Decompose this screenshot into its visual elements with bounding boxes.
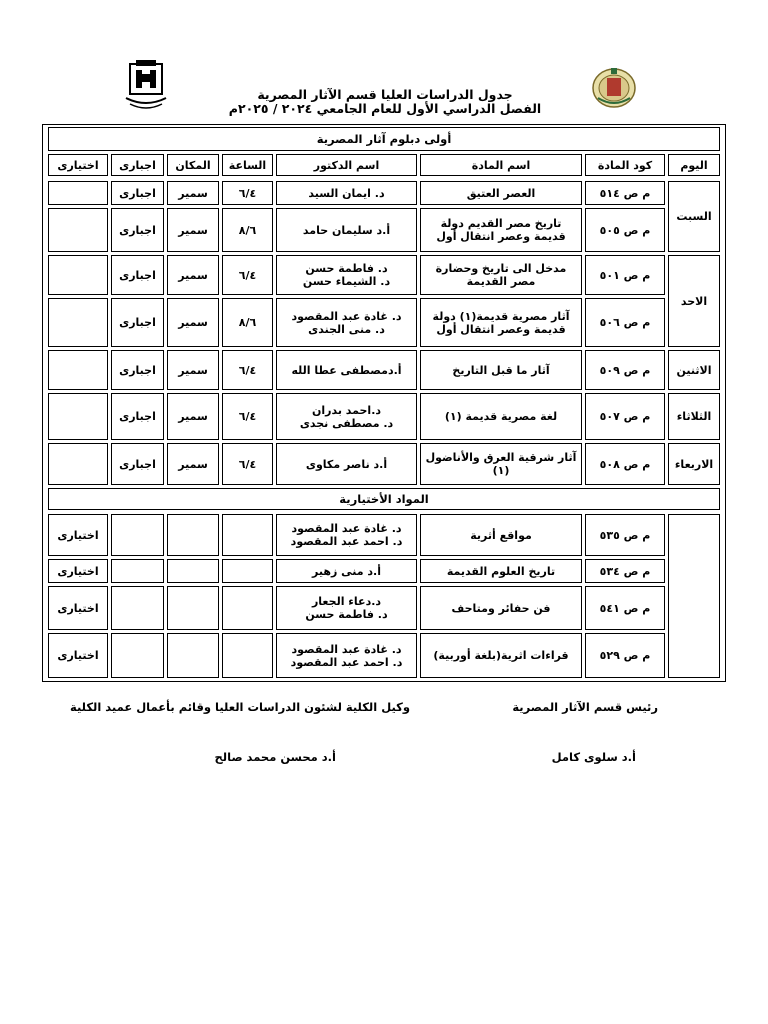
course-place: سمير: [167, 255, 219, 295]
course-place: [167, 559, 219, 583]
course-optional: اختيارى: [48, 633, 108, 678]
course-time: [222, 514, 273, 556]
university-logo: [122, 58, 170, 114]
course-subject: تاريخ العلوم القديمة: [420, 559, 582, 583]
day-saturday: السبت: [668, 181, 720, 252]
course-code: م ص ٥٣٥: [585, 514, 665, 556]
col-header-time: الساعة: [222, 154, 273, 176]
day-wednesday: الاربعاء: [668, 443, 720, 485]
course-time: [222, 559, 273, 583]
day-empty: [668, 514, 720, 678]
course-mandatory: اجبارى: [111, 255, 164, 295]
course-optional: [48, 255, 108, 295]
course-place: سمير: [167, 393, 219, 440]
section-title-electives: المواد الأختيارية: [48, 488, 720, 510]
course-optional: [48, 208, 108, 252]
course-optional: [48, 393, 108, 440]
course-mandatory: [111, 633, 164, 678]
schedule-header: [200, 88, 570, 116]
course-subject: لغة مصرية قديمة (١): [420, 393, 582, 440]
course-code: م ص ٥٠٥: [585, 208, 665, 252]
course-place: [167, 514, 219, 556]
course-subject: قراءات اثرية(بلغة أوربية): [420, 633, 582, 678]
course-place: سمير: [167, 208, 219, 252]
faculty-seal: [590, 64, 638, 110]
course-mandatory: [111, 514, 164, 556]
course-doctor: د.احمد بدران د. مصطفى نجدى: [276, 393, 417, 440]
course-doctor: د. غادة عبد المقصود د. منى الجندى: [276, 298, 417, 347]
course-code: م ص ٥٠٩: [585, 350, 665, 390]
course-doctor: د. غادة عبد المقصود د. احمد عبد المقصود: [276, 633, 417, 678]
day-sunday: الاحد: [668, 255, 720, 347]
course-place: سمير: [167, 350, 219, 390]
course-time: ٦/٤: [222, 181, 273, 205]
course-optional: اختيارى: [48, 559, 108, 583]
course-code: م ص ٥٠٨: [585, 443, 665, 485]
course-mandatory: [111, 559, 164, 583]
course-mandatory: اجبارى: [111, 298, 164, 347]
vice-dean-name: أ.د محسن محمد صالح: [214, 750, 336, 764]
course-place: [167, 633, 219, 678]
course-subject: آثار ما قبل التاريخ: [420, 350, 582, 390]
course-subject: مدخل الى تاريخ وحضارة مصر القديمة: [420, 255, 582, 295]
course-subject: آثار شرقية العرق والأناضول (١): [420, 443, 582, 485]
course-mandatory: اجبارى: [111, 443, 164, 485]
course-optional: [48, 443, 108, 485]
col-header-mandatory: اجبارى: [111, 154, 164, 176]
course-doctor: أ.دمصطفى عطا الله: [276, 350, 417, 390]
course-doctor: أ.د سليمان حامد: [276, 208, 417, 252]
course-place: سمير: [167, 181, 219, 205]
col-header-subject: اسم المادة: [420, 154, 582, 176]
course-code: م ص ٥٢٩: [585, 633, 665, 678]
header-line1: جدول الدراسات العليا قسم الآثار المصرية: [257, 87, 513, 102]
course-subject: تاريخ مصر القديم دولة قديمة وعصر انتقال أول: [420, 208, 582, 252]
course-time: [222, 633, 273, 678]
course-time: [222, 586, 273, 630]
header-line2: الفصل الدراسي الأول للعام الجامعي ٢٠٢٤ / ٢٠٢٥م: [228, 101, 542, 116]
course-code: م ص ٥٠٧: [585, 393, 665, 440]
vice-dean-title: وكيل الكلية لشئون الدراسات العليا وقائم بأعمال عميد الكلية: [69, 700, 410, 714]
course-place: [167, 586, 219, 630]
course-doctor: د. غادة عبد المقصود د. احمد عبد المقصود: [276, 514, 417, 556]
dept-head-name: أ.د سلوى كامل: [551, 750, 636, 764]
course-mandatory: اجبارى: [111, 350, 164, 390]
course-place: سمير: [167, 298, 219, 347]
course-optional: [48, 298, 108, 347]
course-mandatory: اجبارى: [111, 208, 164, 252]
course-code: م ص ٥٠١: [585, 255, 665, 295]
course-doctor: أ.د ناصر مكاوى: [276, 443, 417, 485]
col-header-code: كود المادة: [585, 154, 665, 176]
course-mandatory: اجبارى: [111, 181, 164, 205]
course-doctor: د. فاطمة حسن د. الشيماء حسن: [276, 255, 417, 295]
course-optional: [48, 181, 108, 205]
day-monday: الاثنين: [668, 350, 720, 390]
day-tuesday: الثلاثاء: [668, 393, 720, 440]
col-header-place: المكان: [167, 154, 219, 176]
col-header-optional: اختيارى: [48, 154, 108, 176]
course-time: ٨/٦: [222, 208, 273, 252]
course-doctor: د. ايمان السيد: [276, 181, 417, 205]
course-doctor: أ.د منى زهير: [276, 559, 417, 583]
dept-head-title: رئيس قسم الآثار المصرية: [512, 700, 658, 714]
course-code: م ص ٥٣٤: [585, 559, 665, 583]
course-subject: آثار مصرية قديمة(١) دولة قديمة وعصر انتقال أول: [420, 298, 582, 347]
course-subject: مواقع أثرية: [420, 514, 582, 556]
course-place: سمير: [167, 443, 219, 485]
course-mandatory: اجبارى: [111, 393, 164, 440]
course-code: م ص ٥١٤: [585, 181, 665, 205]
course-time: ٨/٦: [222, 298, 273, 347]
course-time: ٦/٤: [222, 255, 273, 295]
col-header-doctor: اسم الدكتور: [276, 154, 417, 176]
course-code: م ص ٥٠٦: [585, 298, 665, 347]
course-subject: العصر العتيق: [420, 181, 582, 205]
course-mandatory: [111, 586, 164, 630]
course-time: ٦/٤: [222, 350, 273, 390]
course-subject: فن حفائر ومتاحف: [420, 586, 582, 630]
course-optional: اختيارى: [48, 514, 108, 556]
course-optional: [48, 350, 108, 390]
col-header-day: اليوم: [668, 154, 720, 176]
section-title-diploma: أولى دبلوم آثار المصرية: [48, 127, 720, 151]
course-code: م ص ٥٤١: [585, 586, 665, 630]
course-time: ٦/٤: [222, 393, 273, 440]
course-time: ٦/٤: [222, 443, 273, 485]
course-doctor: د.دعاء الجعار د. فاطمة حسن: [276, 586, 417, 630]
course-optional: اختيارى: [48, 586, 108, 630]
